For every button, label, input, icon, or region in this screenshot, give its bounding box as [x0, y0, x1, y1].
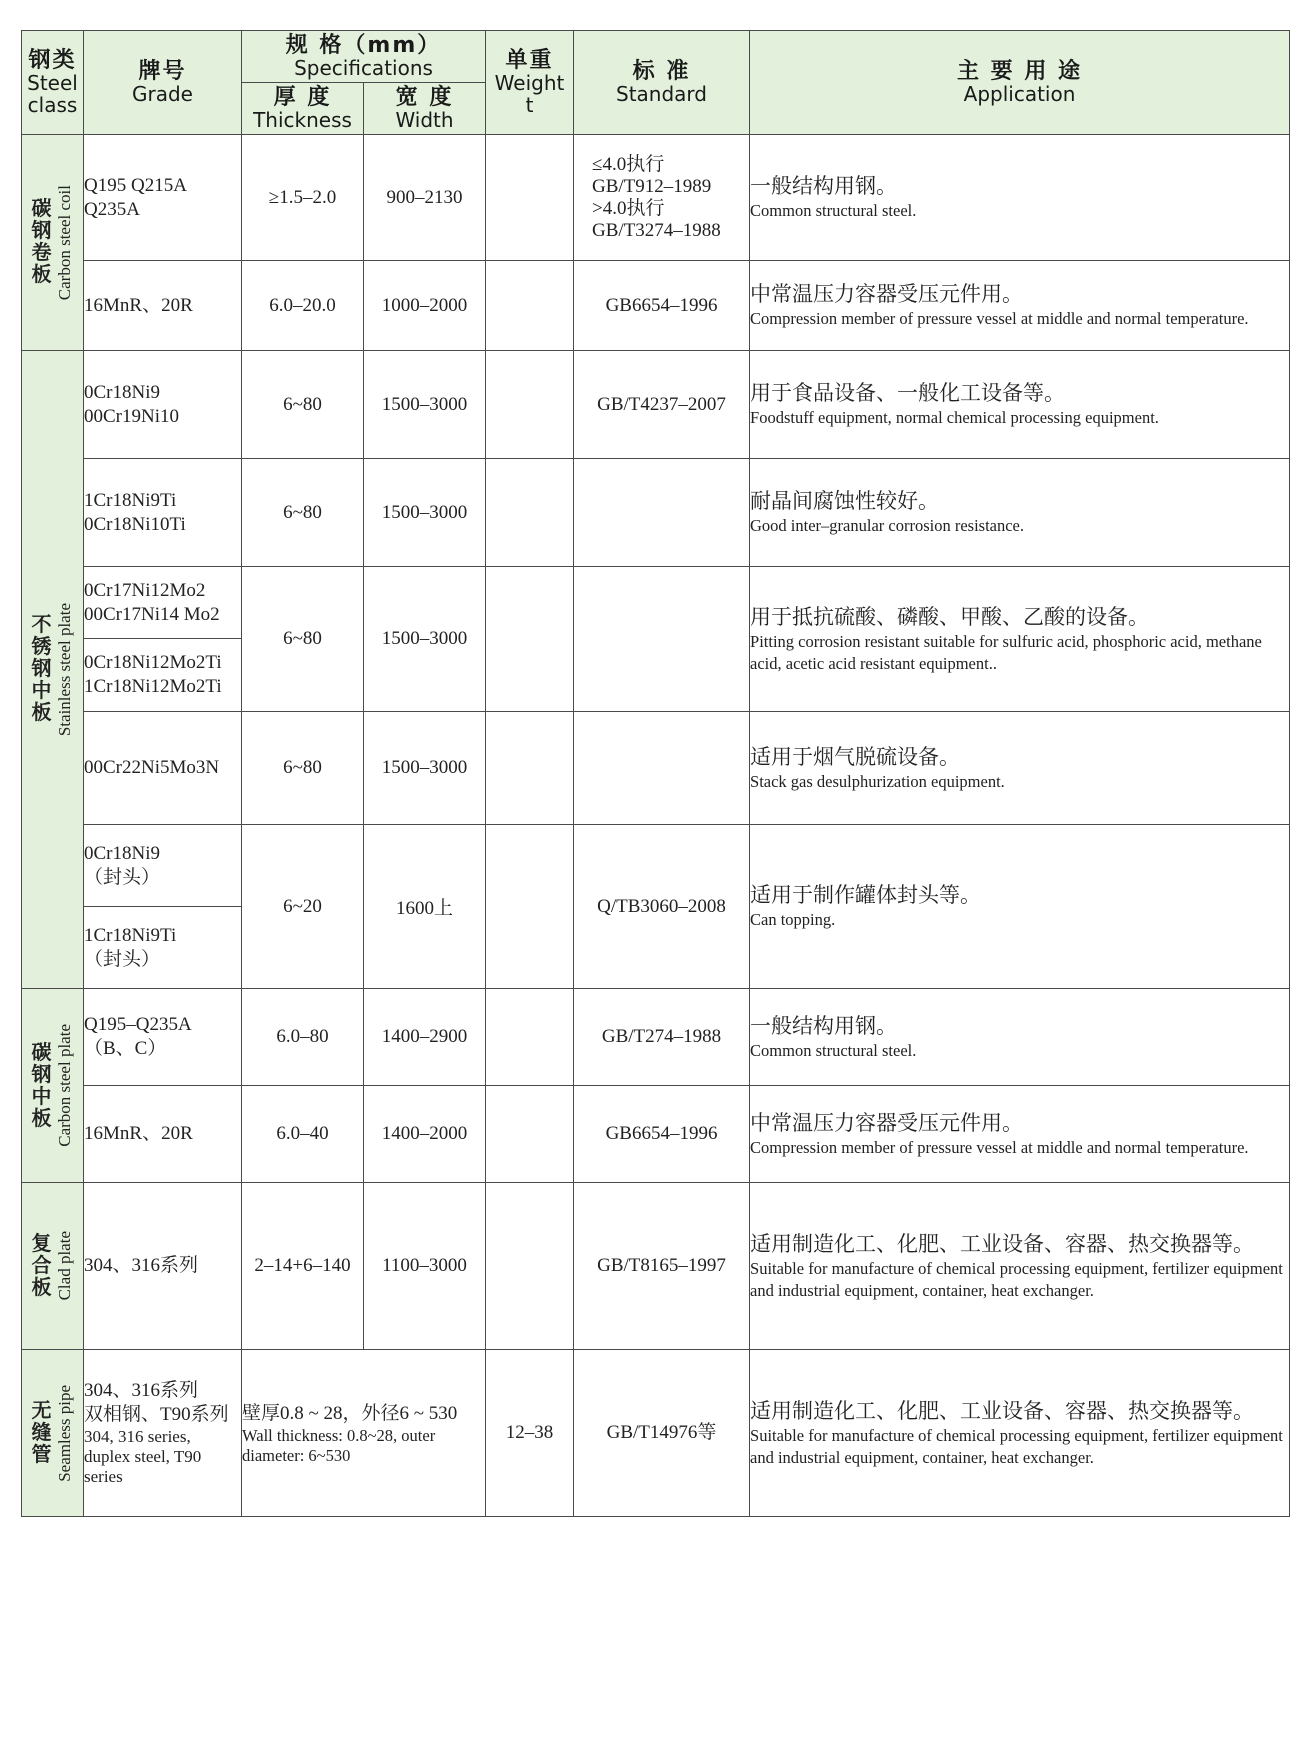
table-row [22, 351, 1290, 459]
weight-cell [486, 567, 574, 712]
grade-cell: 00Cr22Ni5Mo3N [84, 712, 242, 825]
application-cell: 一般结构用钢。 Common structural steel. [750, 135, 1290, 261]
header-standard: 标 准 Standard [574, 31, 750, 135]
grade-cell: 0Cr18Ni9 00Cr19Ni10 [84, 351, 242, 459]
grade-cell: 304、316系列 双相钢、T90系列 304, 316 series, duplex steel, T90 series [84, 1350, 242, 1517]
grade-cell: 0Cr17Ni12Mo2 00Cr17Ni14 Mo2 [84, 567, 242, 639]
application-cell: 耐晶间腐蚀性较好。 Good inter–granular corrosion resistance. [750, 459, 1290, 567]
thickness-cell: 6~80 [242, 567, 364, 712]
application-cell: 一般结构用钢。 Common structural steel. [750, 989, 1290, 1086]
standard-cell: GB/T14976等 [574, 1350, 750, 1517]
thickness-cell: 6~80 [242, 351, 364, 459]
standard-cell: GB/T274–1988 [574, 989, 750, 1086]
width-cell: 1400–2000 [364, 1086, 486, 1183]
width-cell: 1400–2900 [364, 989, 486, 1086]
thickness-cell: 6.0–40 [242, 1086, 364, 1183]
grade-cell: 1Cr18Ni9Ti 0Cr18Ni10Ti [84, 459, 242, 567]
width-cell: 1500–3000 [364, 351, 486, 459]
application-cell: 用于抵抗硫酸、磷酸、甲酸、乙酸的设备。 Pitting corrosion resistant suitable for sulfuric acid, phosphoric acid, methane acid, acetic acid resistant equipment.. [750, 567, 1290, 712]
header-specifications: 规 格（mm） Specifications [242, 31, 486, 83]
application-cell: 中常温压力容器受压元件用。 Compression member of pressure vessel at middle and normal temperature. [750, 1086, 1290, 1183]
application-cell: 中常温压力容器受压元件用。 Compression member of pressure vessel at middle and normal temperature. [750, 261, 1290, 351]
standard-cell [574, 567, 750, 712]
group-stainless-steel-plate: 不锈钢中板 Stainless steel plate [22, 351, 84, 989]
pipe-spec-cell: 壁厚0.8 ~ 28，外径6 ~ 530 Wall thickness: 0.8~28, outer diameter: 6~530 [242, 1350, 486, 1517]
weight-cell [486, 351, 574, 459]
weight-cell [486, 1086, 574, 1183]
grade-cell: 16MnR、20R [84, 1086, 242, 1183]
application-cell: 适用制造化工、化肥、工业设备、容器、热交换器等。 Suitable for manufacture of chemical processing equipment, fertilizer equipment and industrial equipment, container, heat exchanger. [750, 1350, 1290, 1517]
application-cell: 用于食品设备、一般化工设备等。 Foodstuff equipment, normal chemical processing equipment. [750, 351, 1290, 459]
width-cell: 1500–3000 [364, 567, 486, 712]
grade-cell: Q195 Q215A Q235A [84, 135, 242, 261]
table-row [22, 1350, 1290, 1517]
table-row [22, 135, 1290, 261]
grade-cell: Q195–Q235A （B、C） [84, 989, 242, 1086]
standard-cell [574, 459, 750, 567]
thickness-cell: 6.0–20.0 [242, 261, 364, 351]
table-row [22, 459, 1290, 567]
grade-cell: 0Cr18Ni9 （封头） [84, 825, 242, 907]
weight-cell [486, 1183, 574, 1350]
width-cell: 1600上 [364, 825, 486, 989]
weight-cell [486, 825, 574, 989]
weight-cell [486, 261, 574, 351]
header-steel-class: 钢类 Steel class [22, 31, 84, 135]
standard-cell: GB6654–1996 [574, 261, 750, 351]
group-carbon-steel-plate: 碳钢中板 Carbon steel plate [22, 989, 84, 1183]
thickness-cell: ≥1.5–2.0 [242, 135, 364, 261]
width-cell: 1500–3000 [364, 459, 486, 567]
weight-cell [486, 135, 574, 261]
grade-cell: 1Cr18Ni9Ti （封头） [84, 907, 242, 989]
standard-cell: ≤4.0执行 GB/T912–1989 >4.0执行 GB/T3274–1988 [574, 135, 750, 261]
width-cell: 1000–2000 [364, 261, 486, 351]
grade-cell: 0Cr18Ni12Mo2Ti 1Cr18Ni12Mo2Ti [84, 639, 242, 712]
steel-spec-table [21, 30, 1290, 1517]
table-row [22, 1183, 1290, 1350]
standard-cell: GB/T4237–2007 [574, 351, 750, 459]
thickness-cell: 6~80 [242, 459, 364, 567]
weight-cell [486, 712, 574, 825]
width-cell: 1100–3000 [364, 1183, 486, 1350]
header-weight: 单重 Weight t [486, 31, 574, 135]
thickness-cell: 2–14+6–140 [242, 1183, 364, 1350]
standard-cell [574, 712, 750, 825]
thickness-cell: 6~80 [242, 712, 364, 825]
application-cell: 适用制造化工、化肥、工业设备、容器、热交换器等。 Suitable for manufacture of chemical processing equipment, fertilizer equipment and industrial equipment, container, heat exchanger. [750, 1183, 1290, 1350]
width-cell: 900–2130 [364, 135, 486, 261]
weight-cell: 12–38 [486, 1350, 574, 1517]
thickness-cell: 6~20 [242, 825, 364, 989]
grade-cell: 304、316系列 [84, 1183, 242, 1350]
header-width: 宽 度 Width [364, 83, 486, 135]
group-clad-plate: 复合板 Clad plate [22, 1183, 84, 1350]
table-row [22, 825, 1290, 907]
standard-cell: GB/T8165–1997 [574, 1183, 750, 1350]
application-cell: 适用于制作罐体封头等。 Can topping. [750, 825, 1290, 989]
group-seamless-pipe: 无缝管 Seamless pipe [22, 1350, 84, 1517]
header-application: 主 要 用 途 Application [750, 31, 1290, 135]
header-grade: 牌号 Grade [84, 31, 242, 135]
standard-cell: Q/TB3060–2008 [574, 825, 750, 989]
table-row [22, 261, 1290, 351]
width-cell: 1500–3000 [364, 712, 486, 825]
table-row [22, 989, 1290, 1086]
table-row [22, 567, 1290, 639]
table-row [22, 1086, 1290, 1183]
weight-cell [486, 989, 574, 1086]
standard-cell: GB6654–1996 [574, 1086, 750, 1183]
weight-cell [486, 459, 574, 567]
header-thickness: 厚 度 Thickness [242, 83, 364, 135]
table-row [22, 712, 1290, 825]
group-carbon-steel-coil: 碳钢卷板 Carbon steel coil [22, 135, 84, 351]
grade-cell: 16MnR、20R [84, 261, 242, 351]
thickness-cell: 6.0–80 [242, 989, 364, 1086]
application-cell: 适用于烟气脱硫设备。 Stack gas desulphurization equipment. [750, 712, 1290, 825]
